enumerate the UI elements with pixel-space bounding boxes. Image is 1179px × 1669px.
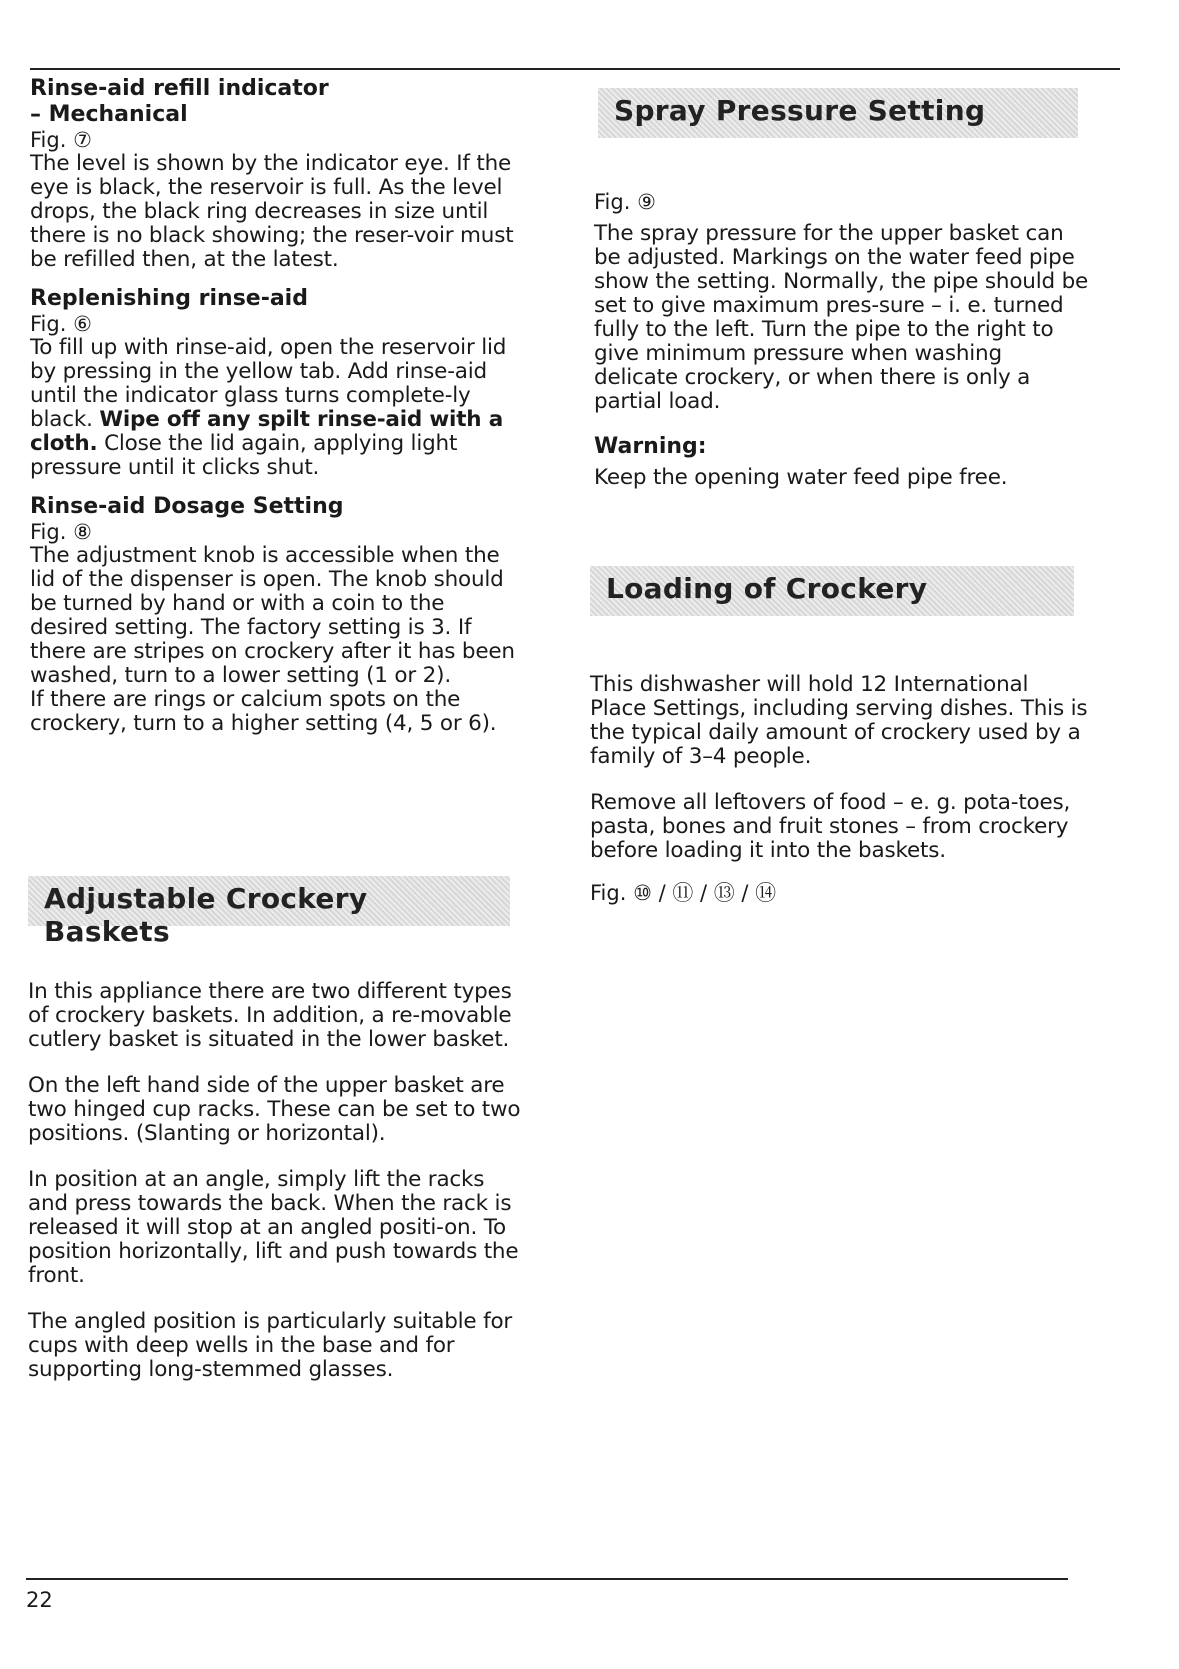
rinse-indicator-text: The level is shown by the indicator eye. If the eye is black, the reservoir is full. As the level drops, the black ring decreases in size until there is no black showing; the reser-voir must be refilled then, at the latest.	[30, 151, 514, 272]
bottom-rule	[26, 1578, 1068, 1580]
loading-crockery-banner: Loading of Crockery	[590, 566, 1074, 616]
baskets-section	[28, 980, 523, 1382]
loading-paragraph-2: Remove all leftovers of food – e. g. pota-toes, pasta, bones and fruit stones – from crockery before loading it into the baskets.	[590, 790, 1071, 863]
adjustable-baskets-banner: Adjustable Crockery Baskets	[28, 876, 510, 926]
rinse-indicator-heading: Rinse-aid refill indicator	[30, 76, 329, 101]
loading-paragraph-1: This dishwasher will hold 12 International Place Settings, including serving dishes. This is the typical daily amount of crockery used by a family of 3–4 people.	[590, 672, 1088, 769]
warning-heading: Warning:	[594, 434, 707, 459]
fig-8-reference: Fig. ⑧	[30, 520, 92, 544]
page-number: 22	[26, 1588, 53, 1612]
loading-section	[590, 673, 1088, 905]
baskets-paragraph-2: On the left hand side of the upper basket are two hinged cup racks. These can be set to two positions. (Slanting or horizontal).	[28, 1073, 521, 1146]
left-column	[30, 76, 525, 736]
baskets-paragraph-4: The angled position is particularly suitable for cups with deep wells in the base and for supporting long-stemmed glasses.	[28, 1309, 513, 1382]
wipe-warning: Wipe off any spilt rinse-aid with a cloth.	[30, 407, 503, 456]
top-rule	[30, 68, 1120, 70]
baskets-paragraph-3: In position at an angle, simply lift the racks and press towards the back. When the rack is released it will stop at an angled positi-on. To position horizontally, lift and push towards the front.	[28, 1167, 519, 1288]
dosage-text-2: If there are rings or calcium spots on the crockery, turn to a higher setting (4, 5 or 6).	[30, 687, 497, 736]
spray-section	[594, 190, 1092, 490]
spray-pressure-banner: Spray Pressure Setting	[598, 88, 1078, 138]
fig-6-reference: Fig. ⑥	[30, 312, 92, 336]
baskets-paragraph-1: In this appliance there are two different types of crockery baskets. In addition, a re-movable cutlery basket is situated in the lower basket.	[28, 979, 512, 1052]
warning-text: Keep the opening water feed pipe free.	[594, 465, 1008, 490]
fig-10-14-reference: Fig. ⑩ / ⑪ / ⑬ / ⑭	[590, 881, 777, 905]
dosage-text-1: The adjustment knob is accessible when the lid of the dispenser is open. The knob should be turned by hand or with a coin to the desired setting. The factory setting is 3. If there are stripes on crockery after it has been washed, turn to a lower setting (1 or 2).	[30, 543, 515, 688]
dosage-heading: Rinse-aid Dosage Setting	[30, 494, 344, 519]
rinse-indicator-subheading: – Mechanical	[30, 102, 188, 127]
replenishing-heading: Replenishing rinse-aid	[30, 286, 308, 311]
fig-9-reference: Fig. ⑨	[594, 190, 656, 214]
replenishing-text: To fill up with rinse-aid, open the reservoir lid by pressing in the yellow tab. Add rinse-aid until the indicator glass turns complete-ly black. Wipe off any spilt rinse-aid with a cloth. Close the lid again, applying light pressure until it clicks shut.	[30, 335, 507, 480]
fig-7-reference: Fig. ⑦	[30, 128, 92, 152]
spray-text: The spray pressure for the upper basket can be adjusted. Markings on the water feed pipe show the setting. Normally, the pipe should be set to give maximum pres-sure – i. e. turned fully to the left. Turn the pipe to the right to give minimum pressure when washing delicate crockery, or when there is only a partial load.	[594, 221, 1089, 414]
